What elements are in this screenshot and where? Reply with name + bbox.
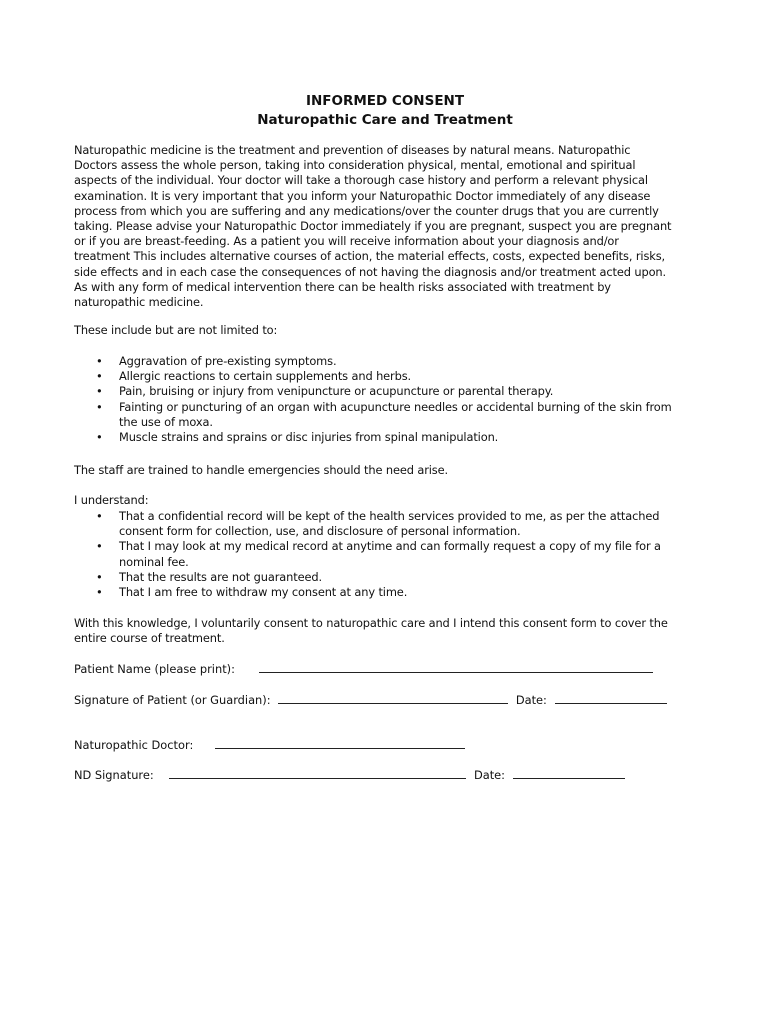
- document-title: INFORMED CONSENT: [305, 93, 465, 109]
- patient-date-label: Date:: [515, 693, 547, 707]
- patient-signature-line[interactable]: [278, 692, 508, 704]
- doctor-row: [74, 737, 465, 753]
- understand-item: • That I am free to withdraw my consent at any time.: [74, 585, 674, 600]
- patient-signature-label: Signature of Patient (or Guardian):: [74, 693, 271, 707]
- consent-statement: With this knowledge, I voluntarily consent to naturopathic care and I intend this consent form to cover the entire course of treatment.: [74, 616, 668, 646]
- patient-name-row: [74, 661, 653, 677]
- risks-list: [74, 354, 674, 445]
- staff-note: The staff are trained to handle emergencies should the need arise.: [74, 463, 449, 477]
- risk-item: • Fainting or puncturing of an organ with acupuncture needles or accidental burning of the skin from the use of moxa.: [74, 400, 674, 430]
- risks-intro: These include but are not limited to:: [74, 323, 278, 337]
- intro-paragraph: Naturopathic medicine is the treatment and prevention of diseases by natural means. Naturopathic Doctors assess the whole person, taking into consideration physical, mental, emotional and spiritual aspects of the individual. Your doctor will take a thorough case history and perform a relevant physical examination. It is very important that you inform your Naturopathic Doctor immediately of any disease process from which you are suffering and any medications/over the counter drugs that you are currently taking. Please advise your Naturopathic Doctor immediately if you are pregnant, suspect you are pregnant or if you are breast-feeding. As a patient you will receive information about your diagnosis and/or treatment This includes alternative courses of action, the material effects, costs, expected benefits, risks, side effects and in each case the consequences of not having the diagnosis and/or treatment acted upon. As with any form of medical intervention there can be health risks associated with treatment by naturopathic medicine.: [74, 143, 672, 310]
- understand-item: • That the results are not guaranteed.: [74, 570, 674, 585]
- patient-name-line[interactable]: [259, 661, 653, 673]
- understand-item: • That a confidential record will be kept of the health services provided to me, as per the attached consent form for collection, use, and disclosure of personal information.: [74, 509, 674, 539]
- document-subtitle: Naturopathic Care and Treatment: [257, 112, 513, 128]
- patient-date-line[interactable]: [555, 692, 667, 704]
- nd-signature-row: [74, 767, 625, 783]
- understand-item: • That I may look at my medical record at anytime and can formally request a copy of my file for a nominal fee.: [74, 539, 674, 569]
- understand-intro: I understand:: [74, 493, 149, 507]
- nd-date-label: Date:: [473, 768, 506, 782]
- risk-item: • Allergic reactions to certain supplements and herbs.: [74, 369, 674, 384]
- risk-item: • Pain, bruising or injury from venipuncture or acupuncture or parental therapy.: [74, 384, 674, 399]
- nd-signature-label: ND Signature:: [74, 768, 154, 782]
- risk-item: • Muscle strains and sprains or disc injuries from spinal manipulation.: [74, 430, 674, 445]
- doctor-label: Naturopathic Doctor:: [74, 738, 194, 752]
- understand-list: [74, 509, 674, 600]
- patient-name-label: Patient Name (please print):: [74, 662, 235, 676]
- doctor-line[interactable]: [215, 737, 465, 749]
- nd-date-line[interactable]: [513, 767, 625, 779]
- nd-signature-line[interactable]: [169, 767, 466, 779]
- patient-signature-row: [74, 692, 667, 708]
- risk-item: • Aggravation of pre-existing symptoms.: [74, 354, 674, 369]
